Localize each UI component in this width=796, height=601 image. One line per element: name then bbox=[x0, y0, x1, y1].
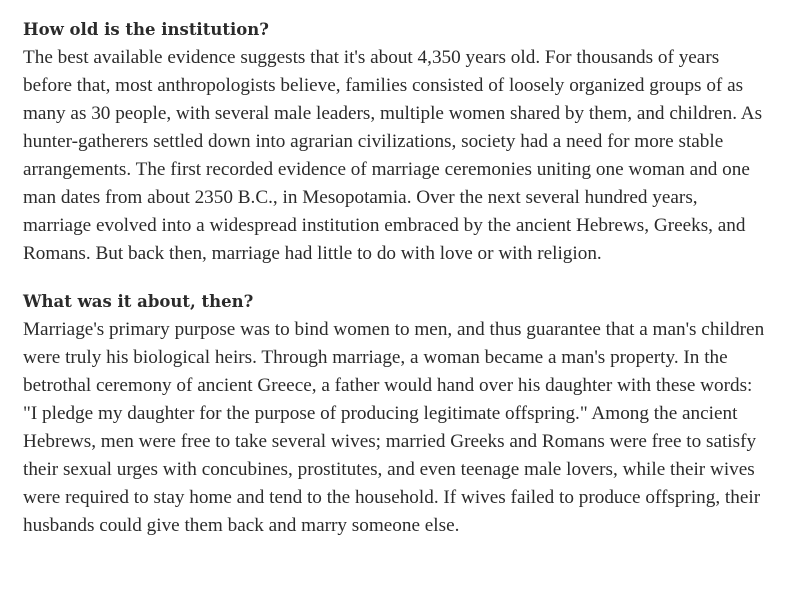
section-institution-age bbox=[23, 16, 768, 268]
section-purpose bbox=[23, 288, 768, 540]
section-heading: What was it about, then? bbox=[23, 292, 254, 311]
section-paragraph: Marriage's primary purpose was to bind women to men, and thus guarantee that a man's children were truly his biological heirs. Through marriage, a woman became a man's property. In the betrothal ceremony of ancient Greece, a father would hand over his daughter with these words: "I pledge my daughter for the purpose of producing legitimate offspring." Among the ancient Hebrews, men were free to take several wives; married Greeks and Romans were free to satisfy their sexual urges with concubines, prostitutes, and even teenage male lovers, while their wives were required to stay home and tend to the household. If wives failed to produce offspring, their husbands could give them back and marry someone else. bbox=[23, 319, 765, 536]
article-body bbox=[23, 16, 768, 540]
section-heading: How old is the institution? bbox=[23, 20, 269, 39]
section-paragraph: The best available evidence suggests that it's about 4,350 years old. For thousands of years before that, most anthropologists believe, families consisted of loosely organized groups of as many as 30 people, with several male leaders, multiple women shared by them, and children. As hunter-gatherers settled down into agrarian civilizations, society had a need for more stable arrangements. The first recorded evidence of marriage ceremonies uniting one woman and one man dates from about 2350 B.C., in Mesopotamia. Over the next several hundred years, marriage evolved into a widespread institution embraced by the ancient Hebrews, Greeks, and Romans. But back then, marriage had little to do with love or with religion. bbox=[23, 47, 763, 264]
